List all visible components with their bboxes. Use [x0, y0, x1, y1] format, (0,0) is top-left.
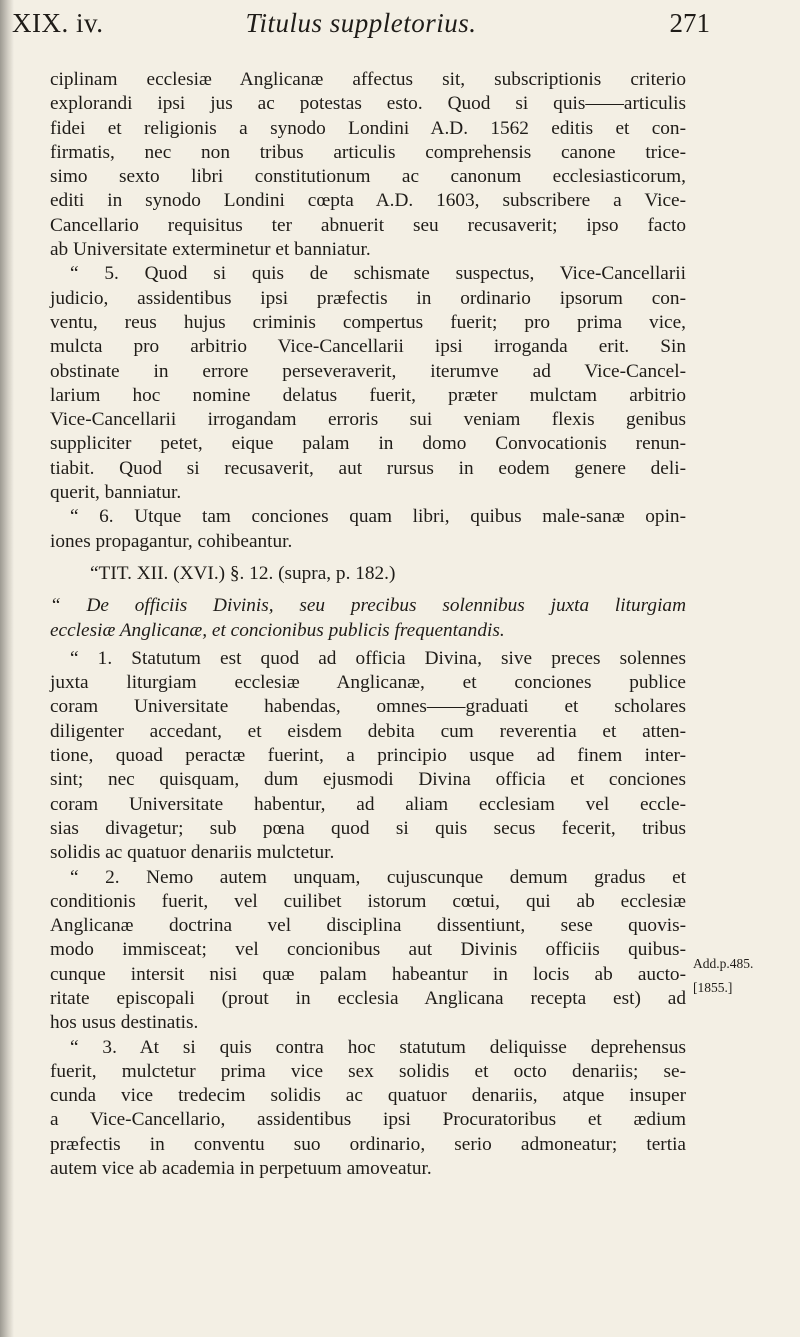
text-line: Vice-Cancellarii irrogandam erroris sui veniam flexis genibus: [50, 409, 686, 431]
text-line: sias divagetur; sub pœna quod si quis secus fecerit, tribus: [50, 817, 686, 839]
text-line: præfectis in conventu suo ordinario, serio admoneatur; tertia: [50, 1133, 686, 1155]
text-line: coram Universitate habentur, ad aliam ecclesiam vel eccle-: [50, 793, 686, 815]
text-line: solidis ac quatuor denariis mulctetur.: [50, 842, 335, 864]
margin-note-year: [1855.]: [693, 980, 733, 995]
text-line: ciplinam ecclesiæ Anglicanæ affectus sit, subscriptionis criterio: [50, 69, 686, 90]
text-line: ritate episcopali (prout in ecclesia Anglicana recepta est) ad: [50, 987, 686, 1009]
text-line: cunda vice tredecim solidis ac quatuor denariis, atque insuper: [50, 1085, 686, 1107]
text-line: hos usus destinatis.: [50, 1012, 199, 1034]
running-head: [12, 8, 710, 52]
text-line: larium hoc nomine delatus fuerit, præter mulctam arbitrio: [50, 384, 686, 406]
text-line: fuerit, mulctetur prima vice sex solidis et octo denariis; se-: [50, 1060, 686, 1082]
section-2-start: “ 2. Nemo autem unquam, cujuscunque demum gradus et: [70, 866, 686, 888]
section-6-start: “ 6. Utque tam conciones quam libri, quibus male-sanæ opin-: [70, 506, 686, 528]
text-line: modo immisceat; vel concionibus aut Divinis officiis quibus-: [50, 939, 686, 961]
chapter-reference: XIX. iv.: [12, 8, 104, 38]
text-line: Anglicanæ doctrina vel disciplina dissentiunt, sese quovis-: [50, 915, 686, 937]
text-line: ab Universitate exterminetur et banniatur.: [50, 239, 371, 261]
text-line: simo sexto libri constitutionum ac canonum ecclesiasticorum,: [50, 166, 686, 188]
text-line: firmatis, nec non tribus articulis comprehensis canone trice-: [50, 141, 686, 163]
text-line: judicio, assidentibus ipsi præfectis in ordinario ipsorum con-: [50, 287, 686, 309]
margin-note-addenda: Add.p.485.: [693, 956, 754, 971]
text-line: explorandi ipsi jus ac potestas esto. Quod si quis——articulis: [50, 93, 686, 115]
text-line: sint; nec quisquam, dum ejusmodi Divina officia et conciones: [50, 769, 686, 791]
running-title: Titulus suppletorius.: [245, 8, 477, 38]
text-line: a Vice-Cancellario, assidentibus ipsi Procuratoribus et ædium: [50, 1109, 686, 1131]
text-line: cunque intersit nisi quæ palam habeantur in locis ab aucto-: [50, 963, 686, 985]
text-line: iones propagantur, cohibeantur.: [50, 530, 293, 552]
title-heading: “TIT. XII. (XVI.) §. 12. (supra, p. 182.): [90, 562, 396, 584]
text-line: coram Universitate habendas, omnes——graduati et scholares: [50, 696, 686, 718]
section-1-start: “ 1. Statutum est quod ad officia Divina, sive preces solennes: [70, 647, 686, 669]
text-line: Cancellario requisitus ter abnuerit seu recusaverit; ipso facto: [50, 214, 686, 236]
text-line: ventu, reus hujus criminis compertus fuerit; pro prima vice,: [50, 311, 686, 333]
body-text: [50, 68, 686, 1181]
text-line: obstinate in errore perseveraverit, iterumve ad Vice-Cancel-: [50, 360, 686, 382]
section-5-start: “ 5. Quod si quis de schismate suspectus, Vice-Cancellarii: [70, 263, 686, 285]
text-line: querit, banniatur.: [50, 482, 182, 504]
text-line: suppliciter petet, eique palam in domo Convocationis renun-: [50, 433, 686, 455]
text-line: editi in synodo Londini cœpta A.D. 1603, subscribere a Vice-: [50, 190, 686, 212]
page-number: 271: [669, 8, 710, 38]
text-line: mulcta pro arbitrio Vice-Cancellarii ipsi irroganda erit. Sin: [50, 336, 686, 358]
text-line: diligenter accedant, et eisdem debita cum reverentia et atten-: [50, 720, 686, 742]
text-line: juxta liturgiam ecclesiæ Anglicanæ, et conciones publice: [50, 672, 686, 694]
text-line: autem vice ab academia in perpetuum amoveatur.: [50, 1158, 432, 1180]
section-3-start: “ 3. At si quis contra hoc statutum deliquisse deprehensus: [70, 1036, 686, 1058]
text-line: tiabit. Quod si recusaverit, aut rursus in eodem genere deli-: [50, 457, 686, 479]
title-subject: ecclesiæ Anglicanæ, et concionibus publicis frequentandis.: [50, 619, 505, 641]
text-line: conditionis fuerit, vel cuilibet istorum cœtui, qui ab ecclesiæ: [50, 890, 686, 912]
title-subject: “ De officiis Divinis, seu precibus solennibus juxta liturgiam: [50, 595, 686, 617]
text-line: fidei et religionis a synodo Londini A.D. 1562 editis et con-: [50, 117, 686, 139]
text-line: tione, quoad peractæ fuerint, a principio usque ad finem inter-: [50, 745, 686, 767]
